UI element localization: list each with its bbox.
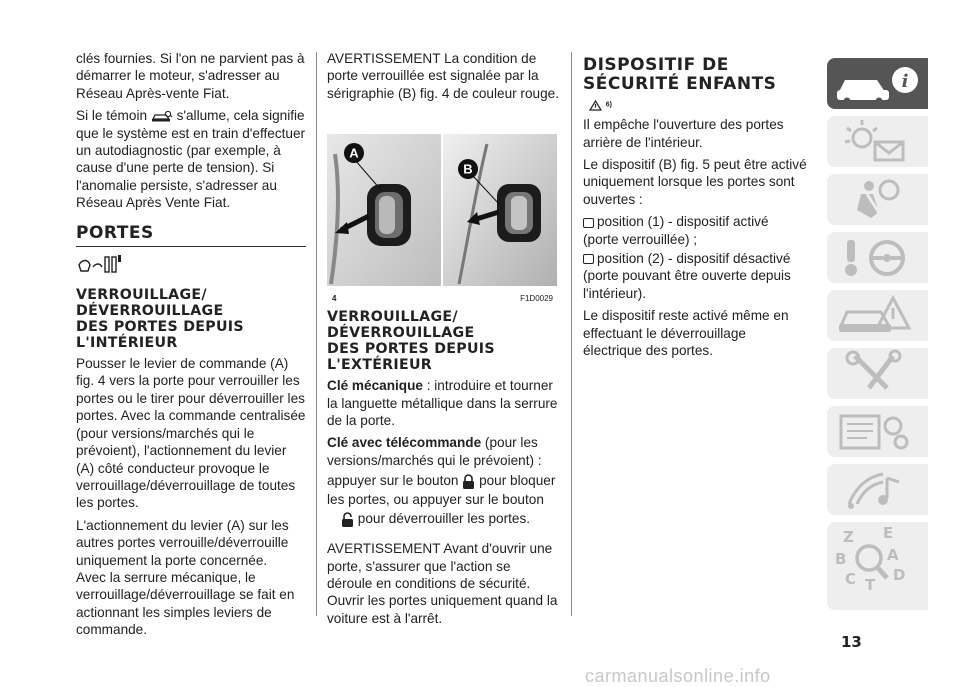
text: s'allume, cela signifie que le système est en train d'effectuer un autodiagnostic (par exemple, à cause d'une perte de tension). Si l'anomalie persiste, s'adresser au Réseau Après Vente Fiat. [76,108,306,211]
tab-technical-data[interactable] [827,406,928,457]
paragraph [327,377,559,429]
airbag-safety-icon [827,174,928,225]
bullet-icon [583,218,594,228]
tab-multimedia[interactable] [827,464,928,515]
index-letter: A [887,546,899,564]
page-number: 13 [841,633,862,651]
index-letter: B [835,550,847,568]
title-line: DES PORTES DEPUIS [76,319,244,336]
title-line: DÉVERROUILLAGE [76,303,224,320]
warning-ref-number: 6) [605,101,613,109]
column-2 [327,50,559,632]
index-icon [827,522,928,610]
paragraph [76,107,306,211]
index-letter: Z [843,528,854,546]
title-line: VERROUILLAGE/ [76,287,207,304]
figure-code: F1D0029 [520,294,553,304]
maintenance-icon [827,348,928,399]
index-letter: E [883,524,894,542]
paragraph: AVERTISSEMENT Avant d'ouvrir une porte, s'assurer que l'action se déroule en conditions de sécurité. Ouvrir les portes uniquement quand la voiture est à l'arrêt. [327,541,558,626]
index-letter: T [865,576,876,594]
warning-reference [589,96,807,114]
list-item [583,250,807,302]
label-a-marker [343,142,365,164]
tab-driving[interactable] [827,232,928,283]
figure-number: 4 [332,294,337,304]
lock-closed-icon [462,474,475,490]
bullet-icon [583,254,594,264]
immobilizer-warning-icon [151,110,173,123]
section-title [583,56,807,94]
figure-4 [327,134,557,309]
tab-emergency[interactable] [827,290,928,341]
tab-safety[interactable] [827,174,928,225]
emergency-icon [827,290,928,341]
title-line: L'INTÉRIEUR [76,335,178,352]
paragraph: Il empêche l'ouverture des portes arrière de l'intérieur. [583,117,784,150]
text: (pour les versions/marchés qui le prévoient) : [327,435,542,468]
title-line: SÉCURITÉ ENFANTS [583,74,777,94]
paragraph: Le dispositif reste activé même en effectuant le déverrouillage électrique des portes. [583,308,789,358]
label-b: B [463,161,473,177]
label-a: A [349,145,359,161]
tab-warning-lights[interactable] [827,116,928,167]
lock-open-icon [341,512,354,528]
text: position (2) - dispositif désactivé (porte pouvant être ouverte depuis l'intérieur). [583,250,791,301]
column-divider-1 [316,52,317,616]
warning-triangle-icon [589,100,602,111]
car-info-icon [827,58,928,109]
column-3 [583,50,807,364]
column-1 [76,50,306,644]
text: appuyer sur le bouton [327,473,459,489]
multimedia-icon [827,464,928,515]
technical-data-icon [827,406,928,457]
subsection-title [76,287,306,351]
tab-maintenance[interactable] [827,348,928,399]
title-line: DISPOSITIF DE [583,55,729,75]
label-b-marker [457,158,479,180]
driving-icon [827,232,928,283]
paragraph [327,434,559,469]
title-line: VERROUILLAGE/ [327,309,458,326]
title-line: DÉVERROUILLAGE [327,325,475,342]
section-title: PORTES [76,222,154,243]
watermark: carmanualsonline.info [585,666,771,686]
tab-car-info[interactable] [827,58,928,109]
paragraph [327,471,559,528]
term-remote-key: Clé avec télécommande [327,435,482,451]
paragraph: clés fournies. Si l'on ne parvient pas à démarrer le moteur, s'adresser au Réseau Après-vente Fiat. [76,51,305,101]
tab-index[interactable] [827,522,928,610]
warning-lights-icon [827,116,928,167]
door-lock-symbols-icon [76,253,122,275]
paragraph: Pousser le levier de commande (A) fig. 4 vers la porte pour verrouiller les portes ou le tirer pour déverrouiller les portes. Avec la commande centralisée (pour versions/marchés qui le prévoient), l'actionnement du levier (A) côté conducteur provoque le verrouillage/déverrouillage de toutes les portes. [76,356,306,511]
text: Si le témoin [76,108,148,124]
index-letter: C [845,570,857,588]
title-line: DES PORTES DEPUIS [327,341,495,358]
title-line: L'EXTÉRIEUR [327,357,433,374]
text: pour bloquer les portes, ou appuyer sur le bouton [327,473,556,508]
paragraph: Le dispositif (B) fig. 5 peut être activé uniquement lorsque les portes sont ouvertes : [583,156,807,207]
list-item [583,213,807,248]
svg-text:i: i [901,71,909,92]
term-mechanical-key: Clé mécanique [327,378,423,394]
index-letter: D [893,566,906,584]
text: : introduire et tourner la languette métallique dans la serrure de la porte. [327,378,558,429]
paragraph: AVERTISSEMENT La condition de porte verrouillée est signalée par la sérigraphie (B) fig. 4 de couleur rouge. [327,51,559,101]
paragraph: L'actionnement du levier (A) sur les autres portes verrouille/déverrouille uniquement la porte concernée. [76,517,289,568]
text: position (1) - dispositif activé (porte verrouillée) ; [583,214,769,247]
section-rule [76,246,306,247]
paragraph: Avec la serrure mécanique, le verrouillage/déverrouillage se fait en actionnant les simples leviers de commande. [76,569,295,638]
column-divider-2 [571,52,572,616]
text: pour déverrouiller les portes. [357,511,531,527]
subsection-title [327,309,559,373]
